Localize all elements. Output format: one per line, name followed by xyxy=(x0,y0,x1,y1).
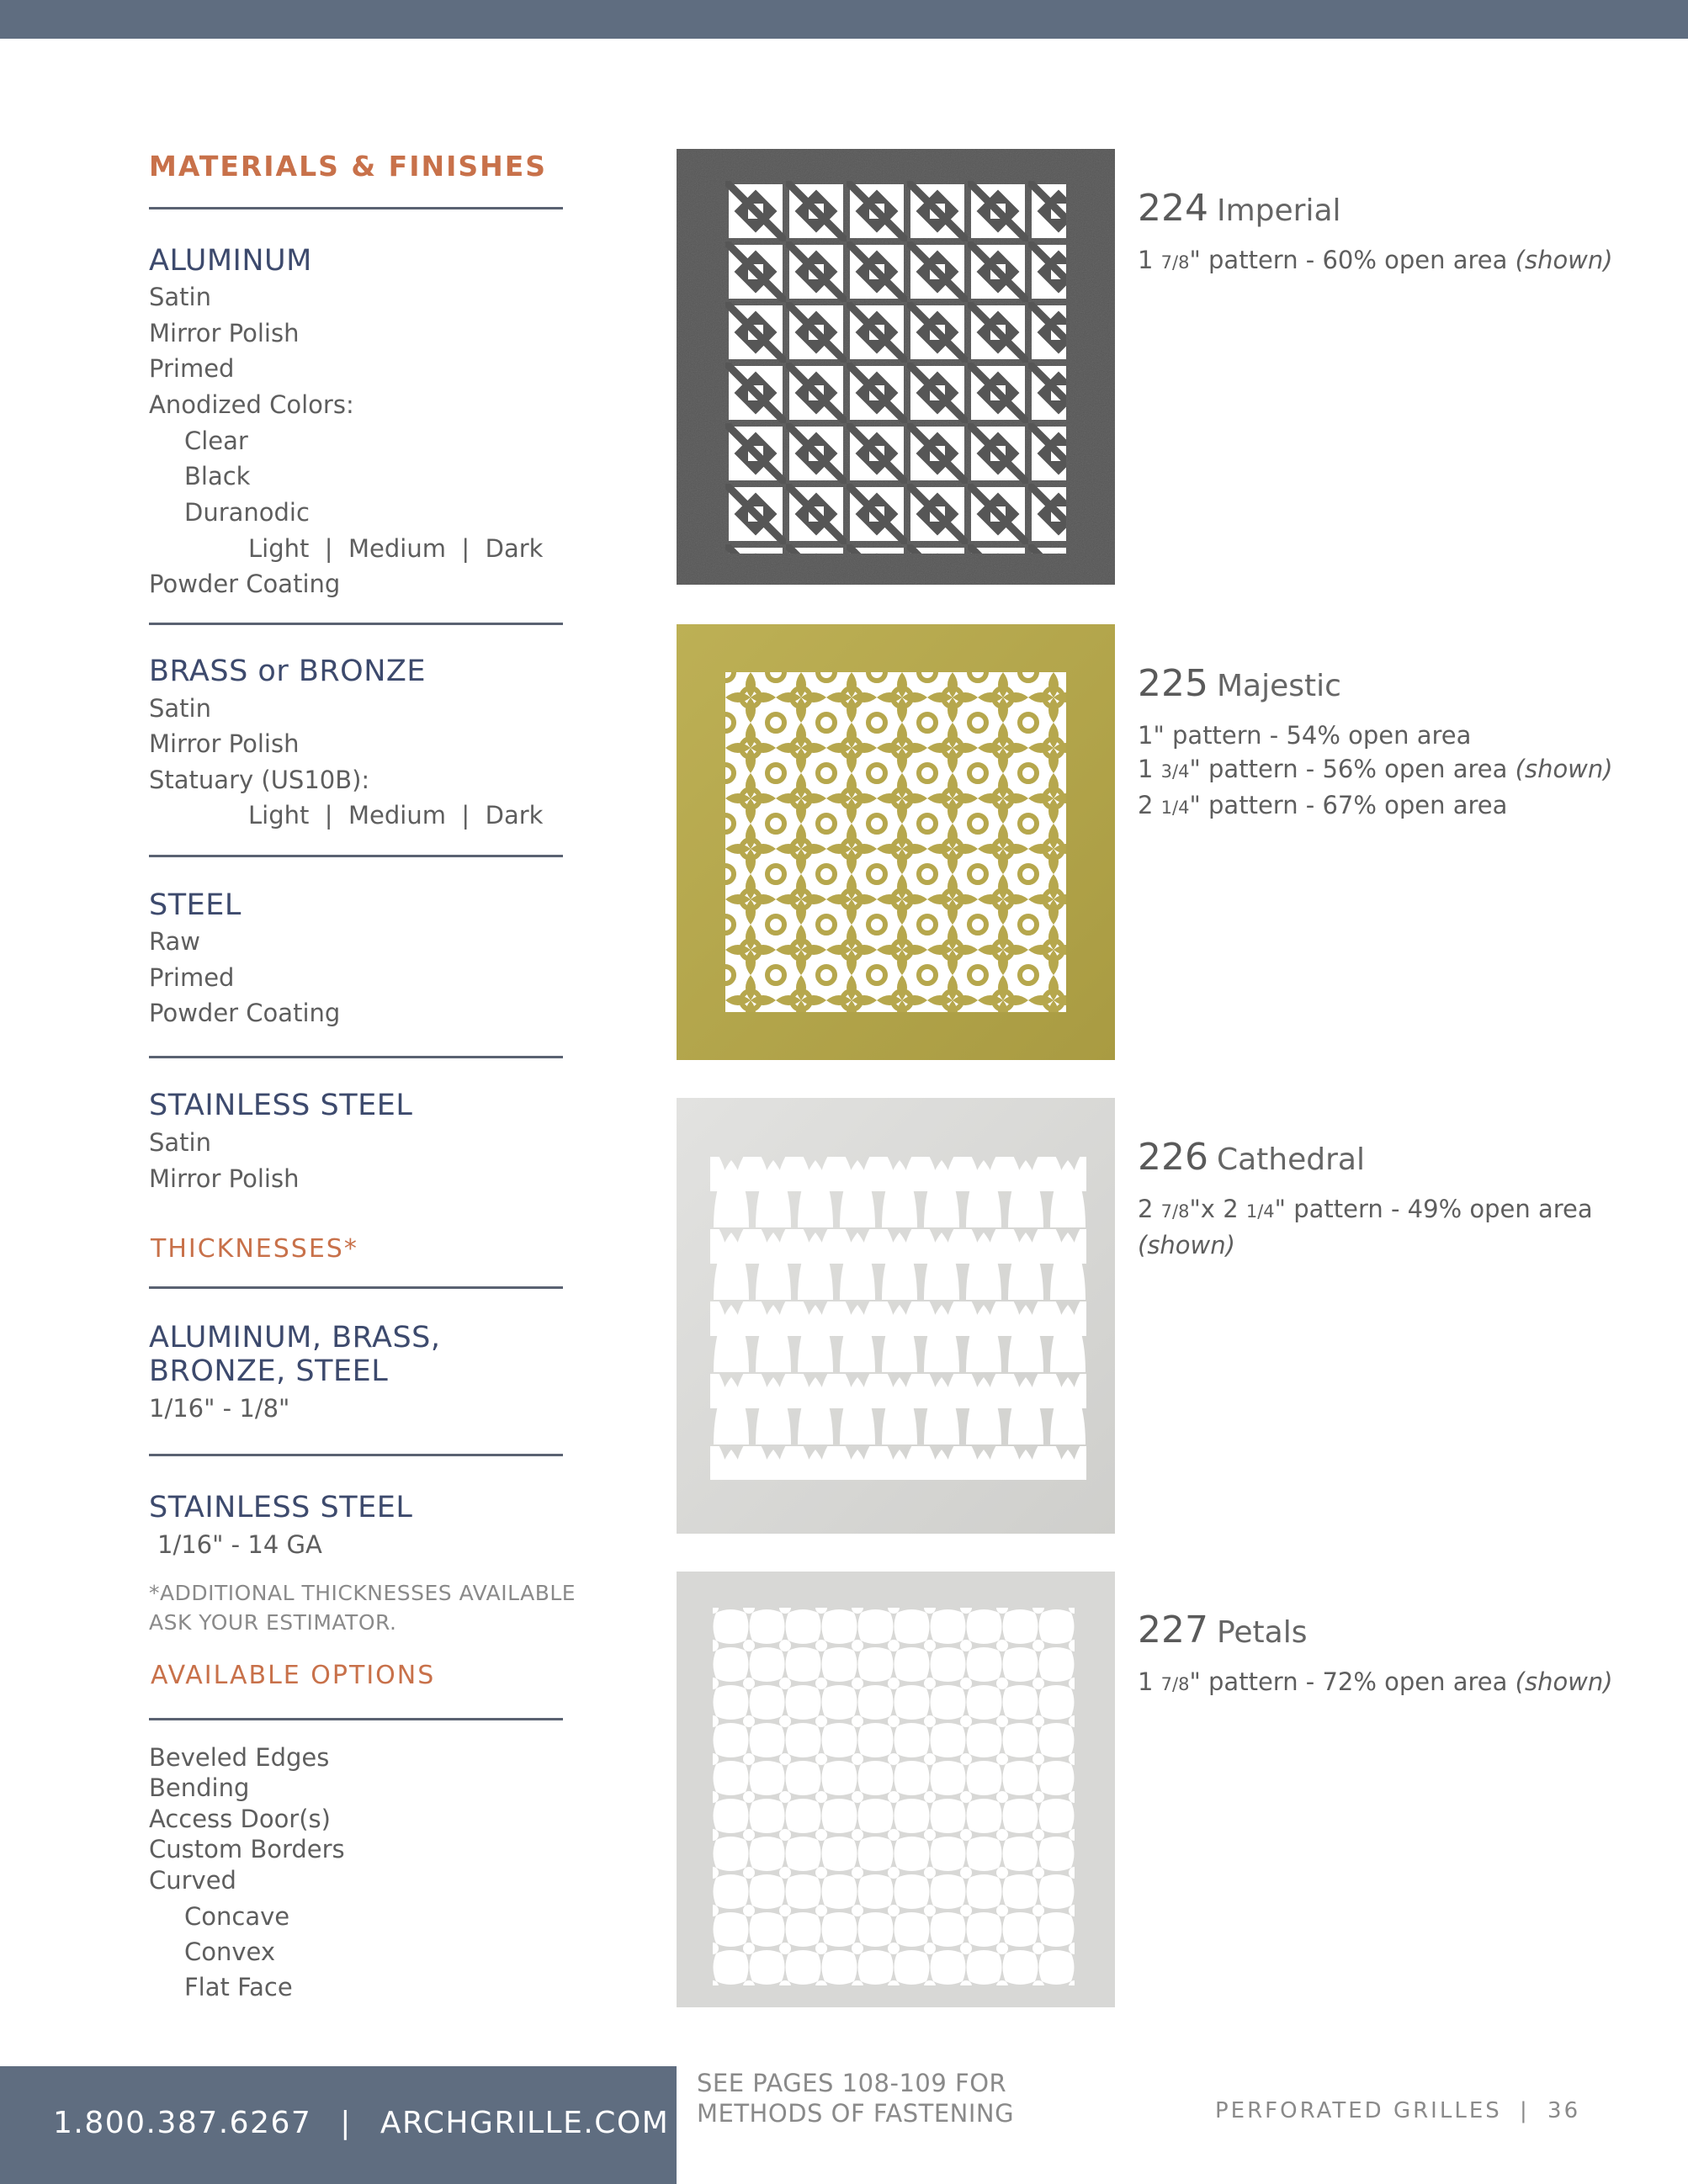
thickness-note: *ADDITIONAL THICKNESSES AVAILABLE xyxy=(149,1581,576,1605)
fastening-note: SEE PAGES 108-109 FOR METHODS OF FASTENING xyxy=(697,2069,1015,2128)
shade-options: Light | Medium | Dark xyxy=(248,801,544,830)
grille-image-cathedral xyxy=(677,1098,1115,1534)
finish-subitem: Black xyxy=(184,462,251,490)
option-item: Bending xyxy=(149,1773,250,1802)
finish-item: Satin xyxy=(149,283,211,311)
thickness-value: 1/16" - 14 GA xyxy=(157,1530,322,1559)
finish-item: Statuary (US10B): xyxy=(149,766,370,794)
product-spec: 1 3/4" pattern - 56% open area (shown) xyxy=(1138,755,1613,783)
shade-options: Light | Medium | Dark xyxy=(248,534,544,563)
product-spec: 2 1/4" pattern - 67% open area xyxy=(1138,791,1508,819)
product-number: 224 xyxy=(1138,187,1208,230)
product-number: 226 xyxy=(1138,1136,1208,1179)
product-spec: 1 7/8" pattern - 72% open area (shown) xyxy=(1138,1667,1613,1696)
option-item: Beveled Edges xyxy=(149,1743,330,1772)
divider xyxy=(149,1056,563,1058)
finish-item: Satin xyxy=(149,694,211,723)
product-number: 227 xyxy=(1138,1609,1208,1651)
category-brass-bronze: BRASS or BRONZE xyxy=(149,655,426,688)
option-subitem: Convex xyxy=(184,1938,276,1966)
product-name: Petals xyxy=(1216,1615,1308,1650)
option-item: Access Door(s) xyxy=(149,1805,331,1833)
product-number: 225 xyxy=(1138,662,1208,705)
thickness-note: ASK YOUR ESTIMATOR. xyxy=(149,1610,397,1635)
product-petals xyxy=(1138,1609,1659,1701)
product-name: Imperial xyxy=(1216,193,1341,228)
finish-subitem: Clear xyxy=(184,427,248,455)
top-header-bar xyxy=(0,0,1688,39)
finish-item: Primed xyxy=(149,354,235,383)
option-item: Custom Borders xyxy=(149,1835,345,1863)
finish-item: Raw xyxy=(149,927,201,956)
finish-item: Mirror Polish xyxy=(149,1164,300,1193)
page-label xyxy=(1215,2098,1580,2123)
finish-item: Mirror Polish xyxy=(149,319,300,347)
category-aluminum: ALUMINUM xyxy=(149,244,312,278)
grille-image-majestic xyxy=(677,624,1115,1060)
section-name: PERFORATED GRILLES xyxy=(1215,2098,1502,2123)
grille-image-petals xyxy=(677,1572,1115,2007)
page-separator: | xyxy=(1520,2098,1530,2123)
divider xyxy=(149,1286,563,1289)
footer-separator: | xyxy=(340,2106,352,2140)
finish-item: Powder Coating xyxy=(149,570,341,598)
product-majestic xyxy=(1138,662,1659,824)
product-name: Cathedral xyxy=(1216,1142,1365,1177)
finish-subitem: Duranodic xyxy=(184,498,310,527)
options-heading: AVAILABLE OPTIONS xyxy=(151,1661,436,1690)
option-subitem: Flat Face xyxy=(184,1973,293,2001)
finish-item: Powder Coating xyxy=(149,999,341,1027)
option-item: Curved xyxy=(149,1866,236,1895)
divider xyxy=(149,855,563,857)
thickness-group-title: STAINLESS STEEL xyxy=(149,1491,413,1524)
page-number: 36 xyxy=(1547,2098,1581,2123)
divider xyxy=(149,1454,563,1456)
product-name: Majestic xyxy=(1216,669,1341,703)
product-spec: 1" pattern - 54% open area xyxy=(1138,721,1472,750)
finish-item: Primed xyxy=(149,963,235,992)
thickness-group-title: BRONZE, STEEL xyxy=(149,1354,389,1388)
thickness-group-title: ALUMINUM, BRASS, xyxy=(149,1321,441,1354)
product-spec: 2 7/8"x 2 1/4" pattern - 49% open area xyxy=(1138,1195,1593,1223)
materials-heading: MATERIALS & FINISHES xyxy=(149,150,548,183)
thickness-value: 1/16" - 1/8" xyxy=(149,1394,290,1423)
product-cathedral xyxy=(1138,1136,1659,1262)
thicknesses-heading: THICKNESSES* xyxy=(151,1234,358,1264)
footer-contact xyxy=(53,2106,669,2140)
finish-item: Satin xyxy=(149,1128,211,1157)
option-subitem: Concave xyxy=(184,1902,290,1931)
website-link[interactable]: ARCHGRILLE.COM xyxy=(380,2106,670,2140)
phone-number[interactable]: 1.800.387.6267 xyxy=(53,2106,312,2140)
divider xyxy=(149,207,563,209)
finish-item: Anodized Colors: xyxy=(149,390,354,419)
product-spec: 1 7/8" pattern - 60% open area (shown) xyxy=(1138,246,1613,274)
grille-image-imperial xyxy=(677,149,1115,585)
product-imperial xyxy=(1138,187,1659,279)
finish-item: Mirror Polish xyxy=(149,729,300,758)
category-stainless-steel: STAINLESS STEEL xyxy=(149,1089,413,1122)
divider xyxy=(149,1718,563,1720)
divider xyxy=(149,623,563,625)
product-spec-note: (shown) xyxy=(1138,1231,1235,1259)
category-steel: STEEL xyxy=(149,888,242,922)
